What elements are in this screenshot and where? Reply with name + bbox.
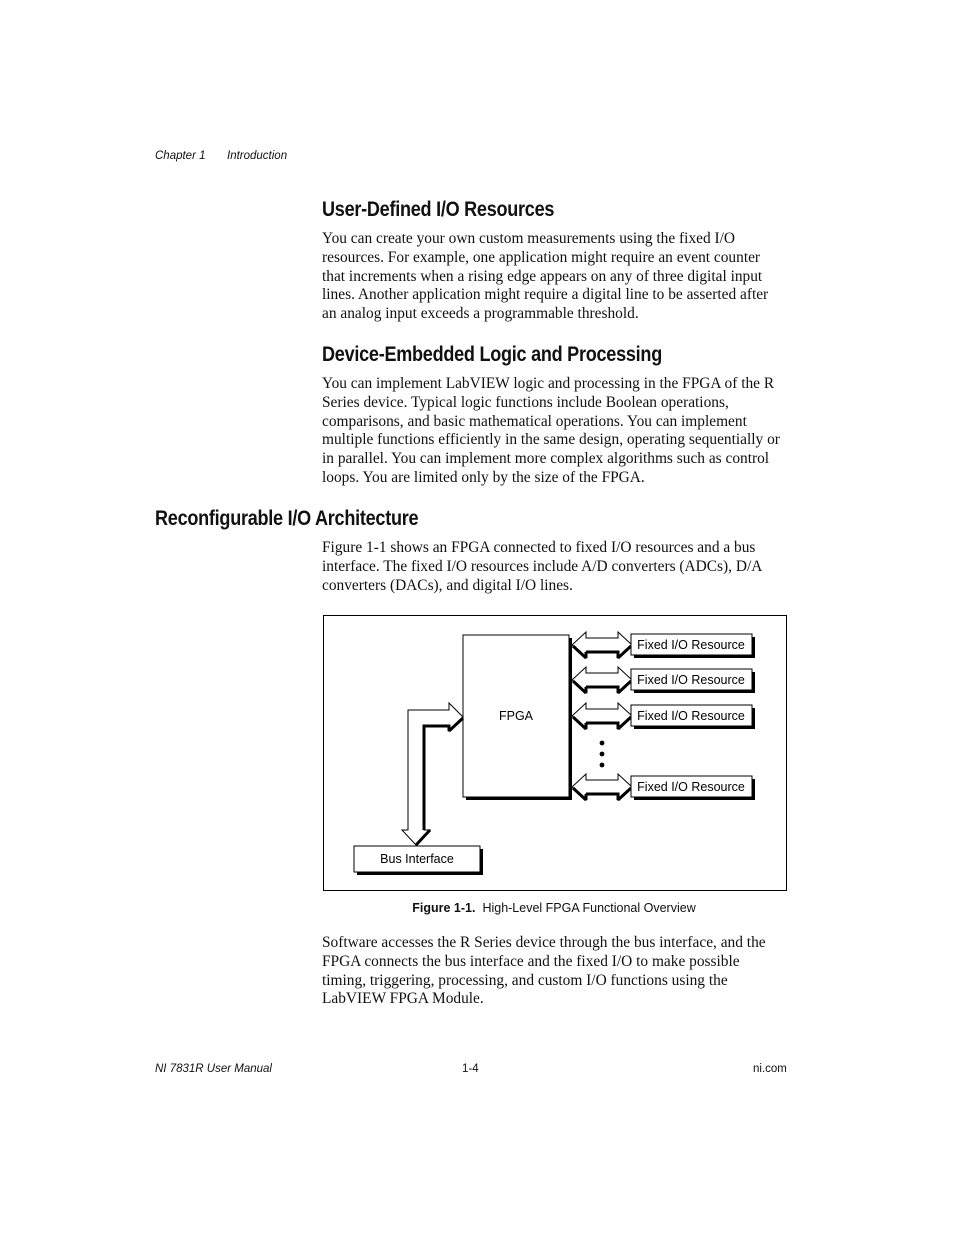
svg-text:Fixed I/O Resource: Fixed I/O Resource (637, 638, 745, 652)
bus-arrow (402, 703, 463, 845)
chapter-title: Introduction (227, 150, 288, 162)
bus-interface-box (354, 846, 483, 875)
section-paragraph-reconfigurable-io-software: Software accesses the R Series device through the bus interface, and the FPGA connects the bus interface and the fixed I/O to make possible timing, triggering, processing, and custom I/O functions using the LabVIEW FPGA Module. (322, 934, 766, 1008)
fpga-diagram (324, 616, 786, 890)
running-head (155, 150, 287, 162)
section-heading-user-defined-io: User-Defined I/O Resources (322, 198, 555, 221)
fpga-label: FPGA (498, 709, 534, 723)
ellipsis-dot (600, 763, 605, 768)
section-heading-device-embedded-logic: Device-Embedded Logic and Processing (322, 343, 662, 366)
io-arrow-2 (572, 667, 632, 693)
fixed-io-resource-3 (631, 705, 755, 729)
ellipsis-dot (600, 741, 605, 746)
io-arrow-4 (572, 774, 632, 800)
footer-manual-title: NI 7831R User Manual (155, 1063, 272, 1075)
fixed-io-resource-1 (631, 634, 755, 658)
io-arrow-1 (572, 632, 632, 658)
section-heading-reconfigurable-io: Reconfigurable I/O Architecture (155, 507, 419, 530)
footer-website-link[interactable]: ni.com (753, 1063, 787, 1075)
chapter-number: Chapter 1 (155, 150, 206, 162)
section-paragraph-user-defined-io: You can create your own custom measurements using the fixed I/O resources. For example, one application might require an event counter that increments when a rising edge appears on any of three digital input lines. Another application might require a digital line to be asserted after an analog input exceeds a programmable threshold. (322, 230, 769, 323)
svg-text:Fixed I/O Resource: Fixed I/O Resource (637, 709, 745, 723)
figure-caption-text: High-Level FPGA Functional Overview (482, 901, 696, 915)
ellipsis-dot (600, 752, 605, 757)
svg-text:Fixed I/O Resource: Fixed I/O Resource (637, 673, 745, 687)
section-paragraph-reconfigurable-io-intro: Figure 1-1 shows an FPGA connected to fixed I/O resources and a bus interface. The fixed I/O resources include A/D converters (ADCs), D/A converters (DACs), and digital I/O lines. (322, 539, 762, 594)
io-arrow-3 (572, 703, 632, 729)
figure-caption (322, 901, 786, 915)
figure-fpga-overview (323, 615, 787, 891)
svg-text:Fixed I/O Resource: Fixed I/O Resource (637, 780, 745, 794)
fixed-io-resource-2 (631, 669, 755, 693)
fixed-io-resource-4 (631, 776, 755, 800)
svg-text:Bus Interface: Bus Interface (380, 852, 454, 866)
section-paragraph-device-embedded-logic: You can implement LabVIEW logic and processing in the FPGA of the R Series device. Typical logic functions include Boolean operations, comparisons, and basic mathematical operations. You can implement multiple functions efficiently in the same design, operating sequentially or in parallel. You can implement more complex algorithms such as control loops. You are limited only by the size of the FPGA. (322, 375, 780, 486)
footer-page-number: 1-4 (462, 1063, 479, 1075)
figure-caption-number: Figure 1-1. (412, 901, 476, 915)
